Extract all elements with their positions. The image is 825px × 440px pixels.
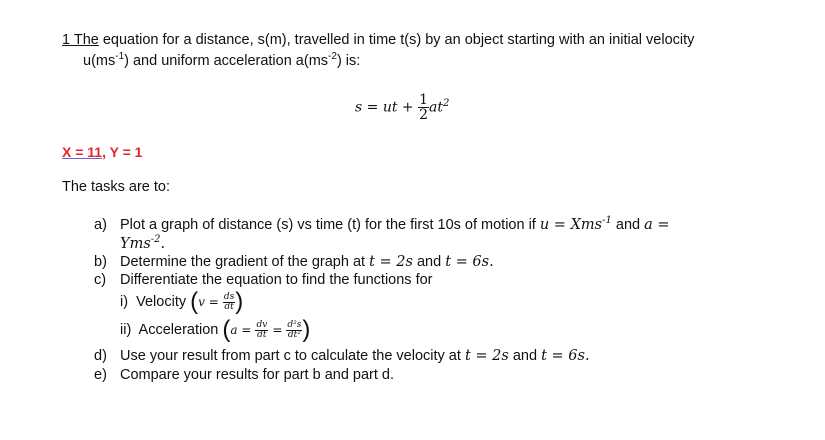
fraction-denominator: dt² xyxy=(287,329,301,340)
question-text-2b: ) and uniform acceleration a(ms xyxy=(124,52,329,69)
task-label: a) xyxy=(94,216,107,233)
task-c-text: Differentiate the equation to find the functions for xyxy=(120,272,433,288)
fraction-numerator: dv xyxy=(256,319,268,330)
task-a xyxy=(94,215,670,233)
fraction-denominator: dt xyxy=(224,301,234,312)
task-a-text: Plot a graph of distance (s) vs time (t) for the first 10s of motion if xyxy=(120,216,536,233)
formula-rhs: at xyxy=(429,99,443,116)
math-yms: Yms xyxy=(120,235,151,252)
fraction-denominator: dt xyxy=(257,329,267,340)
tasks-intro: The tasks are to: xyxy=(62,179,170,195)
question-text-2c: ) is: xyxy=(336,52,361,69)
question-line-1 xyxy=(62,32,694,48)
math-t2: t = 2s xyxy=(464,348,509,364)
fraction-denominator: 2 xyxy=(419,107,429,123)
math-v: v = xyxy=(198,294,219,309)
task-b-text: Determine the gradient of the graph at xyxy=(120,254,366,270)
task-a-line-2 xyxy=(120,234,165,252)
math-u: u = Xms xyxy=(539,216,603,233)
exponent: -1 xyxy=(602,215,612,226)
fraction-numerator: d²s xyxy=(287,319,302,330)
exponent: 2 xyxy=(443,97,450,109)
task-e xyxy=(94,367,394,383)
task-label: e) xyxy=(94,367,107,383)
fraction-dv-dt xyxy=(255,321,268,340)
fraction-numerator: ds xyxy=(223,291,235,302)
sub-label: ii) xyxy=(120,321,132,338)
math-t6: t = 6s. xyxy=(541,348,590,364)
task-c-i: i) Velocity (v = $\frac{ds}{dt}$ ) xyxy=(120,288,244,315)
sub-label: i) xyxy=(120,293,129,310)
parameter-values xyxy=(62,144,142,160)
question-text-1: equation for a distance, s(m), travelled in time t(s) by an object starting with an initial velocity xyxy=(102,32,695,48)
formula-lhs: s = ut + xyxy=(355,99,414,116)
task-label: b) xyxy=(94,254,107,270)
fraction-d2s-dt2 xyxy=(286,321,302,340)
task-e-text: Compare your results for part b and part d. xyxy=(120,367,395,383)
x-value: X = 11, xyxy=(62,144,106,160)
period: . xyxy=(160,235,166,252)
task-c xyxy=(94,272,433,288)
math-t2: t = 2s xyxy=(369,254,413,270)
task-label: d) xyxy=(94,348,107,364)
fraction-ds-dt xyxy=(223,293,235,312)
equals-sign: = xyxy=(272,322,283,337)
task-a-and: and xyxy=(615,216,641,233)
velocity-text: Velocity xyxy=(136,293,187,310)
task-d-and: and xyxy=(512,348,538,364)
task-d-text: Use your result from part c to calculate the velocity at xyxy=(120,348,461,364)
math-a: a = xyxy=(230,322,252,337)
exponent: -2 xyxy=(150,234,161,245)
acceleration-text: Acceleration xyxy=(138,321,219,338)
task-b-and: and xyxy=(416,254,442,270)
question-number: 1 The xyxy=(62,32,99,48)
fraction-half xyxy=(418,93,429,122)
task-label: c) xyxy=(94,272,107,288)
task-d xyxy=(94,348,590,364)
fraction-numerator: 1 xyxy=(419,92,429,108)
exponent: -2 xyxy=(328,51,337,62)
question-line-2 xyxy=(83,51,360,69)
task-c-ii: ii) Acceleration (a = $\frac{dv}{dt}$ = $\frac{\text{d²s}}{\text{dt²}}$ ) xyxy=(120,316,311,343)
exponent: -1 xyxy=(115,51,125,62)
distance-formula xyxy=(355,93,449,122)
task-b xyxy=(94,254,494,270)
y-value: Y = 1 xyxy=(105,144,143,160)
math-a: a = xyxy=(644,216,670,233)
question-text-2a: u(ms xyxy=(83,52,116,69)
math-t6: t = 6s. xyxy=(445,254,494,270)
